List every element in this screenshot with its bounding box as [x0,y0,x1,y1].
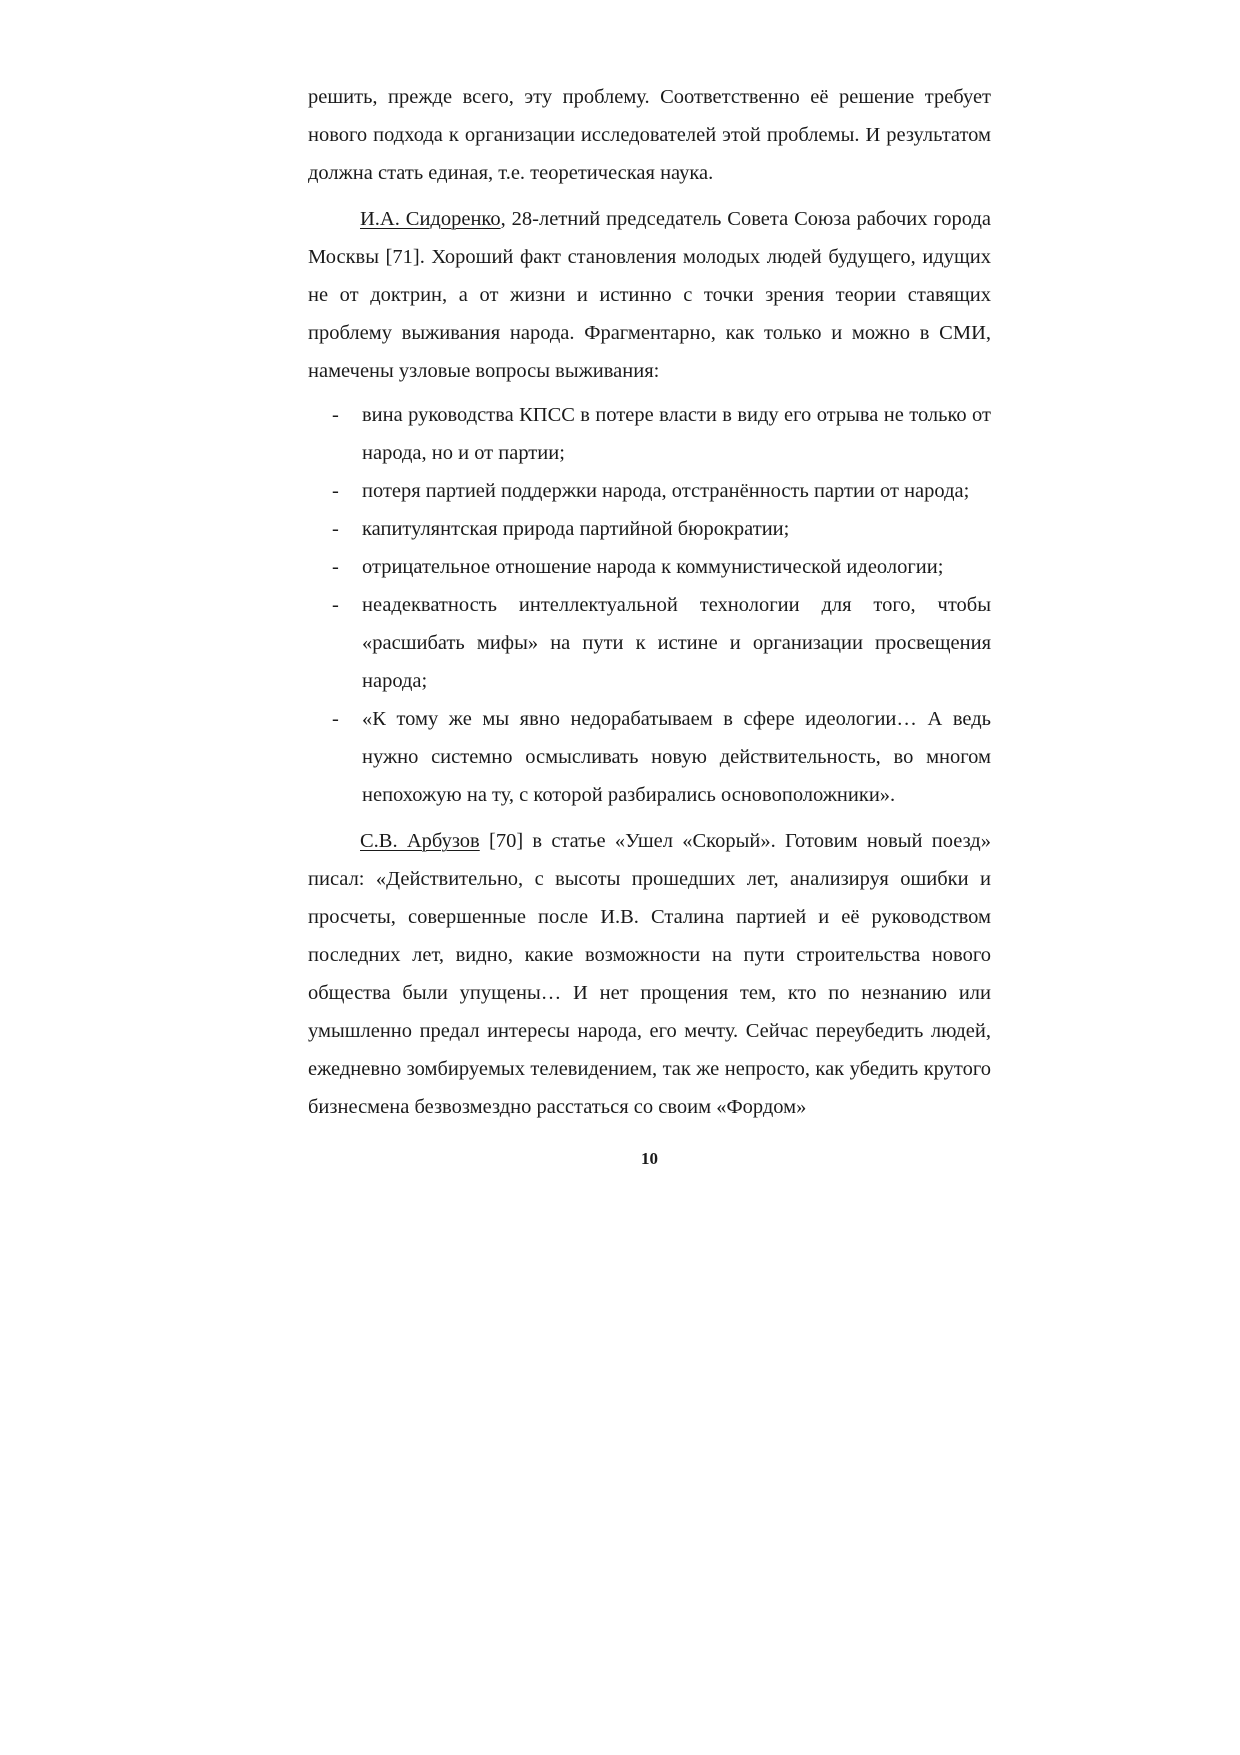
paragraph-sidorenko [308,200,991,390]
list-item-text: капитулянтская природа партийной бюрократии; [362,518,790,540]
author-arbuzov: С.В. Арбузов [360,830,480,852]
list-item [308,396,991,472]
paragraph-sidorenko-text: , 28-летний председатель Совета Союза рабочих города Москвы [71]. Хороший факт становления молодых людей будущего, идущих не от доктрин, а от жизни и истинно с точки зрения теории ставящих проблему выживания народа. Фрагментарно, как только и можно в СМИ, намечены узловые вопросы выживания: [308,208,991,382]
list-item [308,700,991,814]
list-item [308,510,991,548]
paragraph-arbuzov-text: [70] в статье «Ушел «Скорый». Готовим новый поезд» писал: «Действительно, с высоты прошедших лет, анализируя ошибки и просчеты, совершенные после И.В. Сталина партией и её руководством последних лет, видно, какие возможности на пути строительства нового общества были упущены… И нет прощения тем, кто по незнанию или умышленно предал интересы народа, его мечту. Сейчас переубедить людей, ежедневно зомбируемых телевидением, так же непросто, как убедить крутого бизнесмена безвозмездно расстаться со своим «Фордом» [308,830,991,1118]
paragraph-intro: решить, прежде всего, эту проблему. Соответственно её решение требует нового подхода к организации исследователей этой проблемы. И результатом должна стать единая, т.е. теоретическая наука. [308,86,991,184]
list-item [308,472,991,510]
page-number: 10 [641,1149,658,1168]
list-item [308,586,991,700]
paragraph-arbuzov [308,822,991,1126]
bullet-dash: - [332,708,339,730]
bullet-dash: - [332,404,339,426]
list-item-text: «К тому же мы явно недорабатываем в сфере идеологии… А ведь нужно системно осмысливать новую действительность, во многом непохожую на ту, с которой разбирались основоположники». [362,708,991,806]
list-item-text: отрицательное отношение народа к коммунистической идеологии; [362,556,944,578]
bullet-dash: - [332,480,339,502]
list-item-text: вина руководства КПСС в потере власти в виду его отрыва не только от народа, но и от партии; [362,404,991,464]
list-item-text: потеря партией поддержки народа, отстранённость партии от народа; [362,480,970,502]
list-item [308,548,991,586]
list-item-text: неадекватность интеллектуальной технологии для того, чтобы «расшибать мифы» на пути к истине и организации просвещения народа; [362,594,991,692]
bullet-dash: - [332,594,339,616]
survival-issues-list [308,396,991,814]
bullet-dash: - [332,556,339,578]
page-body [308,78,991,1126]
author-sidorenko: И.А. Сидоренко [360,208,501,230]
bullet-dash: - [332,518,339,540]
